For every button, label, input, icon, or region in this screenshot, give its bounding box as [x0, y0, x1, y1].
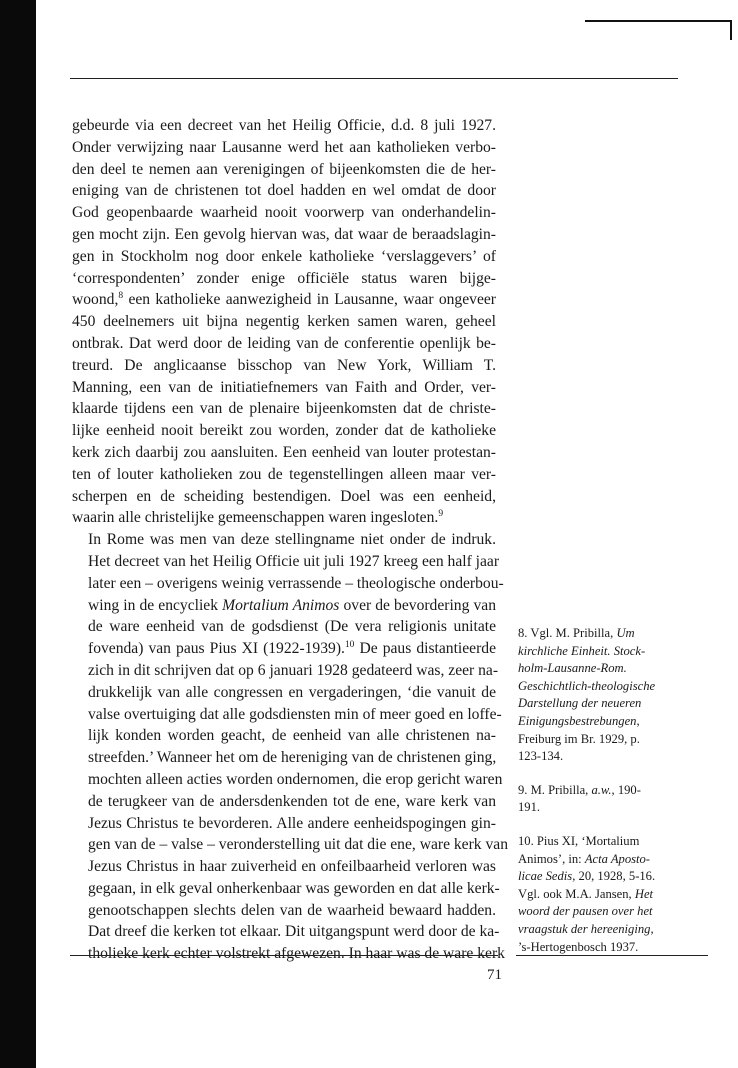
abbreviation: a.w. — [591, 782, 612, 797]
journal-title: Acta Aposto- — [584, 851, 651, 866]
text-run: waarin alle christelijke gemeenschappen waren ingesloten. — [72, 509, 439, 527]
text-line — [72, 595, 496, 617]
book-title: kirchliche Einheit. Stock- — [518, 643, 646, 658]
footnote-line — [518, 660, 706, 678]
text-line: gen mocht zijn. Een gevolg hiervan was, dat waar de beraadslagin- — [72, 225, 496, 243]
footnote-9 — [518, 782, 706, 817]
text-line: streefden.’ Wanneer het om de hereniging van de christenen ging, — [88, 749, 497, 767]
text-line: In Rome was men van deze stellingname niet onder de indruk. — [88, 531, 496, 549]
text-line: scherpen en de scheiding bestendigen. Doel was een eenheid, — [72, 487, 496, 505]
footnote-ref-10: 10 — [344, 640, 355, 651]
encyclical-title: Mortalium Animos — [222, 596, 340, 614]
text-line: den deel te nemen aan verenigingen of bijeenkomsten die de her- — [72, 160, 496, 178]
paragraph-2 — [72, 529, 509, 965]
book-title: Geschichtlich-theologische — [518, 678, 656, 693]
book-title: Einigungsbestrebungen — [518, 713, 637, 728]
text-line: 450 deelnemers uit bijna negentig kerken samen waren, geheel — [72, 313, 496, 331]
text-line: gebeurde via een decreet van het Heilig Officie, d.d. 8 juli 1927. — [72, 117, 496, 134]
footnote-8 — [518, 625, 706, 766]
text-run: wing in de encycliek — [88, 596, 223, 614]
text-line: God geopenbaarde waarheid nooit voorwerp van onderhandelin- — [72, 204, 496, 222]
text-line: ten of louter katholieken zou de tegenstellingen alleen maar ver- — [72, 465, 496, 483]
corner-mark-rule — [585, 20, 732, 22]
book-title: Darstellung der neueren — [518, 696, 642, 711]
footnote-line — [518, 782, 706, 800]
footnote-line — [518, 643, 706, 661]
text-run: De paus distantieerde — [354, 640, 496, 658]
text-line: kerk zich daarbij zou aansluiten. Een eenheid van louter protestan- — [72, 443, 496, 461]
corner-mark-tick — [730, 20, 732, 40]
text-line: valse overtuiging dat alle godsdiensten min of meer goed en loffe- — [88, 705, 502, 723]
footnote-line — [518, 713, 706, 731]
footnote-line: 10. Pius XI, ‘Mortalium — [518, 833, 640, 848]
footnote-line — [518, 695, 706, 713]
footnote-line — [518, 886, 706, 904]
footnote-line — [518, 851, 706, 869]
text-line: Jezus Christus in haar zuiverheid en onfeilbaarheid verloren was — [88, 858, 496, 876]
text-line: ‘correspondenten’ zonder enige officiële status waren bijge- — [72, 269, 496, 287]
book-title: Um — [616, 626, 635, 640]
footnotes-column — [518, 625, 706, 972]
book-title: Het — [634, 886, 654, 901]
footnote-ref-8: 8 — [118, 291, 124, 302]
text-run: , — [636, 713, 640, 728]
text-line: gen in Stockholm nog door enkele katholieke ‘verslaggevers’ of — [72, 247, 496, 265]
text-run: fovenda) van paus Pius XI (1922-1939). — [88, 640, 345, 658]
footnote-ref-9: 9 — [438, 509, 444, 520]
footnote-line — [518, 921, 706, 939]
text-line — [72, 289, 496, 311]
text-line: Dat dreef die kerken tot elkaar. Dit uitgangspunt werd door de ka- — [88, 923, 500, 941]
text-run: Vgl. ook M.A. Jansen, — [518, 886, 635, 901]
text-line: gen van de – valse – veronderstelling uit dat die ene, ware kerk van — [88, 836, 509, 854]
text-run: over de bevordering van — [339, 596, 496, 614]
text-line: klaarde tijdens een van de plenaire bijeenkomsten dat de christe- — [72, 400, 496, 418]
text-run: 9. M. Pribilla, — [518, 782, 592, 797]
text-line: de ware eenheid van de godsdienst (De vera religionis unitate — [88, 618, 496, 636]
text-line: gegaan, in elk geval onherkenbaar was geworden en dat alle kerk- — [88, 879, 500, 897]
text-line: tholieke kerk echter volstrekt afgewezen. In haar was de ware kerk — [88, 945, 505, 963]
book-title: vraagstuk der hereeniging — [518, 921, 651, 936]
text-run: Animos’, in: — [518, 851, 585, 866]
footnote-line — [518, 868, 706, 886]
text-line: Onder verwijzing naar Lausanne werd het aan katholieken verbo- — [72, 138, 496, 156]
text-line: Het decreet van het Heilig Officie uit juli 1927 kreeg een half jaar — [88, 552, 500, 570]
text-run: een katholieke aanwezigheid in Lausanne, waar ongeveer — [123, 291, 496, 309]
header-rule — [70, 78, 678, 79]
text-line: zich in dit schrijven dat op 6 januari 1928 gedateerd was, zeer na- — [88, 661, 499, 679]
text-line — [72, 507, 496, 529]
text-line: Manning, een van de initiatiefnemers van Faith and Order, ver- — [72, 378, 496, 396]
text-line: lijk konden worden geacht, de eenheid van alle christenen na- — [88, 727, 496, 745]
text-line: drukkelijk van alle congressen en vergaderingen, ‘die vanuit de — [88, 683, 496, 701]
footnote-line: 191. — [518, 800, 541, 815]
scan-edge-bar — [0, 0, 36, 1068]
text-run: , — [650, 921, 654, 936]
footnote-line: Freiburg im Br. 1929, p. — [518, 731, 640, 746]
footnote-line — [518, 625, 706, 643]
book-title: woord der pausen over het — [518, 904, 653, 919]
footnote-line — [518, 678, 706, 696]
page-number: 71 — [487, 967, 502, 983]
text-line: mochten alleen acties worden ondernomen, die erop gericht waren — [88, 770, 503, 788]
text-line — [72, 638, 496, 660]
text-run: , 190- — [611, 782, 641, 797]
footer-rule-side — [516, 955, 708, 956]
text-run: woond, — [72, 291, 119, 309]
text-line: genootschappen slechts delen van de waarheid bewaard hadden. — [88, 901, 496, 919]
text-line: later een – overigens weinig verrassende – theologische onderbou- — [88, 574, 504, 592]
footnote-line: 123-134. — [518, 749, 564, 764]
footnote-line: ’s-Hertogenbosch 1937. — [518, 939, 639, 954]
text-line: lijke eenheid nooit bereikt zou worden, zonder dat de katholieke — [72, 422, 496, 440]
paragraph-1 — [72, 115, 496, 529]
text-line: eniging van de christenen tot doel hadden en wel omdat de door — [72, 182, 496, 200]
footer-rule-main — [70, 955, 498, 956]
book-title: holm-Lausanne-Rom. — [518, 661, 627, 676]
footnote-10 — [518, 833, 706, 956]
text-run: , 20, 1928, 5-16. — [572, 869, 656, 884]
footnote-line — [518, 903, 706, 921]
text-line: de terugkeer van de andersdenkenden tot de ene, ware kerk van — [88, 792, 496, 810]
text-line: ontbrak. Dat werd door de leiding van de conferentie openlijk be- — [72, 334, 496, 352]
text-line: treurd. De anglicaanse bisschop van New York, William T. — [72, 356, 496, 374]
journal-title: licae Sedis — [518, 869, 573, 884]
text-run: 8. Vgl. M. Pribilla, — [518, 626, 617, 640]
text-line: Jezus Christus te bevorderen. Alle andere eenheidspogingen gin- — [88, 814, 496, 832]
main-text-column — [72, 115, 509, 965]
